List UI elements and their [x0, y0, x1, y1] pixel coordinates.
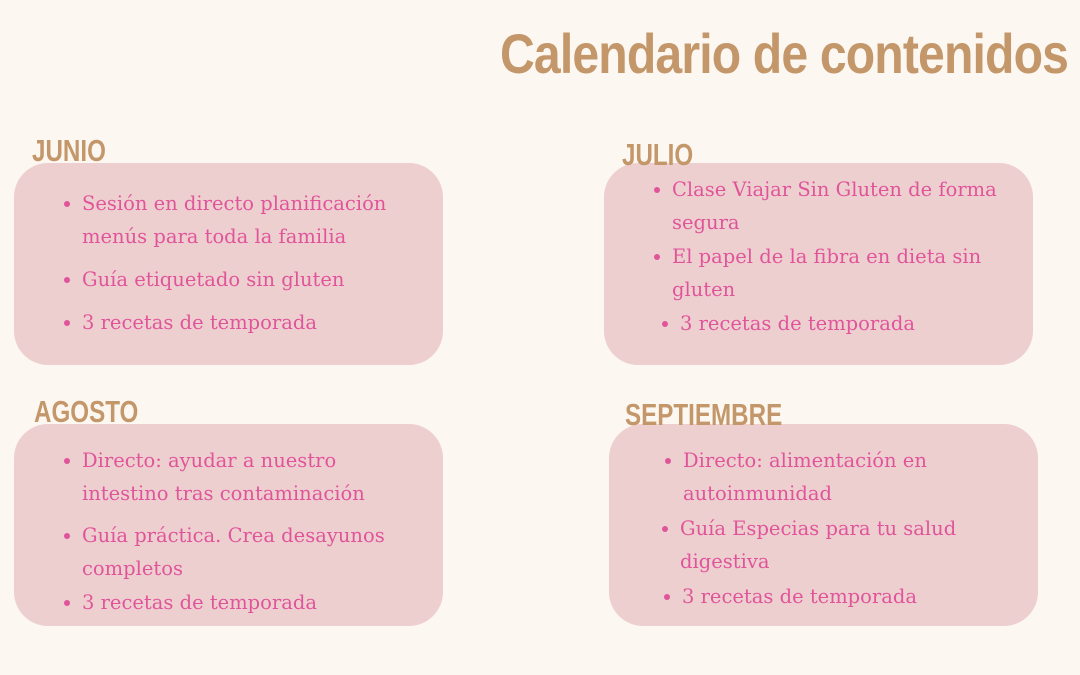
bullet-icon — [64, 201, 70, 207]
list-item: Guía práctica. Crea desayunos completos — [14, 519, 443, 585]
list-item: Directo: ayudar a nuestro intestino tras contaminación — [14, 444, 443, 510]
bullet-icon — [665, 458, 671, 464]
list-item: 3 recetas de temporada — [14, 306, 443, 339]
month-heading-septiembre: SEPTIEMBRE — [625, 397, 783, 432]
list-item: Directo: alimentación en autoinmunidad — [609, 444, 1038, 510]
bullet-icon — [654, 187, 660, 193]
content-list-septiembre — [609, 444, 1038, 613]
month-card-septiembre — [609, 424, 1038, 626]
page-title: Calendario de contenidos — [500, 22, 1069, 85]
month-card-junio — [14, 163, 443, 365]
list-item: El papel de la fibra en dieta sin gluten — [604, 240, 1033, 306]
content-list-julio — [604, 173, 1033, 340]
list-item: Clase Viajar Sin Gluten de forma segura — [604, 173, 1033, 239]
list-item: Guía etiquetado sin gluten — [14, 263, 443, 296]
month-heading-junio: JUNIO — [32, 133, 106, 168]
list-item: 3 recetas de temporada — [604, 307, 1033, 340]
bullet-icon — [662, 321, 668, 327]
month-heading-julio: JULIO — [622, 137, 694, 172]
bullet-icon — [64, 458, 70, 464]
list-item: 3 recetas de temporada — [14, 586, 443, 619]
bullet-icon — [64, 320, 70, 326]
bullet-icon — [662, 526, 668, 532]
bullet-icon — [64, 600, 70, 606]
list-item: Sesión en directo planificación menús para toda la familia — [14, 187, 443, 253]
bullet-icon — [664, 594, 670, 600]
month-card-agosto — [14, 424, 443, 626]
bullet-icon — [64, 533, 70, 539]
month-card-julio — [604, 163, 1033, 365]
content-list-agosto — [14, 444, 443, 619]
list-item: 3 recetas de temporada — [609, 580, 1038, 613]
bullet-icon — [64, 277, 70, 283]
list-item: Guía Especias para tu salud digestiva — [609, 512, 1038, 578]
bullet-icon — [654, 254, 660, 260]
content-list-junio — [14, 187, 443, 339]
month-heading-agosto: AGOSTO — [34, 394, 139, 429]
